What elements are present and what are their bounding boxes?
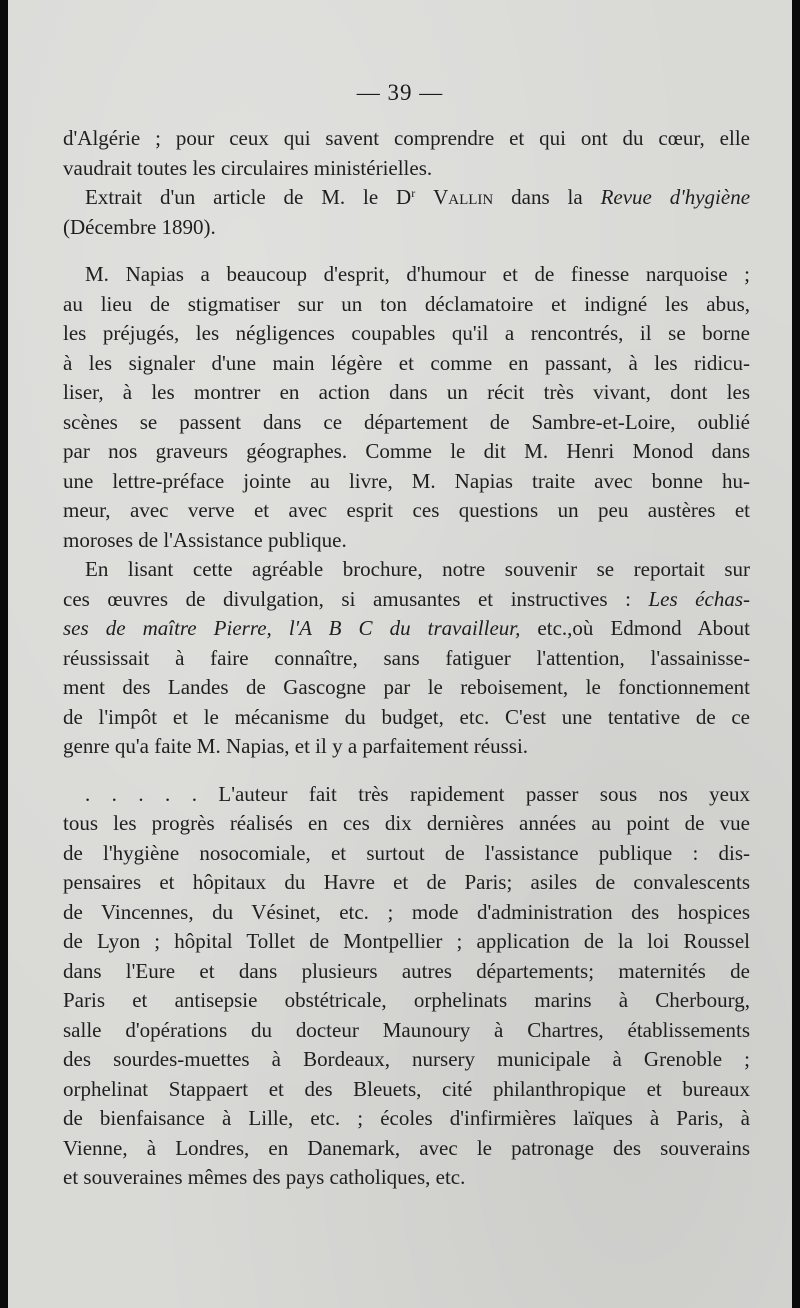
text-line: pensaires et hôpitaux du Havre et de Paris; asiles de convalescents bbox=[63, 870, 750, 894]
paragraph-1 bbox=[63, 124, 750, 183]
text-line: orphelinat Stappaert et des Bleuets, cité philanthropique et bureaux bbox=[63, 1076, 750, 1101]
journal-title: Revue d'hygiène bbox=[600, 185, 751, 209]
book-title: ses de maître Pierre, l'A B C du travailleur, bbox=[63, 616, 521, 640]
text-line: En lisant cette agréable brochure, notre souvenir se reportait sur bbox=[85, 557, 750, 581]
text-line: une lettre-préface jointe au livre, M. Napias traite avec bonne hu- bbox=[63, 468, 750, 493]
body-text bbox=[63, 124, 750, 1193]
paragraph-2 bbox=[63, 183, 750, 242]
paragraph-gap bbox=[63, 762, 750, 780]
text-line: de Lyon ; hôpital Tollet de Montpellier ; application de la loi Roussel bbox=[63, 929, 750, 953]
text-line: moroses de l'Assistance publique. bbox=[63, 527, 347, 552]
text-line: meur, avec verve et avec esprit ces questions un peu austères et bbox=[63, 498, 750, 522]
text-line: scènes se passent dans ce département de Sambre-et-Loire, oublié bbox=[63, 409, 750, 434]
text-line: de l'impôt et le mécanisme du budget, etc. C'est une tentative de ce bbox=[63, 704, 750, 729]
author-name: Vallin bbox=[433, 185, 494, 209]
text-line: liser, à les montrer en action dans un récit très vivant, dont les bbox=[63, 380, 750, 404]
paragraph-4 bbox=[63, 555, 750, 762]
text-line: dans l'Eure et dans plusieurs autres départements; maternités de bbox=[63, 958, 750, 983]
paragraph-5 bbox=[63, 780, 750, 1193]
citation-connector: dans la bbox=[493, 185, 601, 209]
text-fragment: etc.,où Edmond About bbox=[520, 616, 750, 640]
text-line: salle d'opérations du docteur Maunoury à Chartres, établissements bbox=[63, 1017, 750, 1042]
text-line: à les signaler d'une main légère et comme en passant, à les ridicu- bbox=[63, 350, 750, 375]
text-line: réussissait à faire connaître, sans fatiguer l'attention, l'assainisse- bbox=[63, 645, 750, 670]
text-line: tous les progrès réalisés en ces dix dernières années au point de vue bbox=[63, 811, 750, 835]
text-line bbox=[63, 614, 750, 644]
text-line: . . . . . L'auteur fait très rapidement passer sous nos yeux bbox=[85, 781, 750, 806]
text-line: (Décembre 1890). bbox=[63, 214, 216, 239]
text-line: ment des Landes de Gascogne par le reboisement, le fonctionnement bbox=[63, 675, 750, 699]
text-line: M. Napias a beaucoup d'esprit, d'humour et de finesse narquoise ; bbox=[85, 262, 750, 286]
text-line: les préjugés, les négligences coupables qu'il a rencontrés, il se borne bbox=[63, 321, 750, 345]
text-line: au lieu de stigmatiser sur un ton déclamatoire et indigné les abus, bbox=[63, 291, 750, 316]
text-line: par nos graveurs géographes. Comme le dit M. Henri Monod dans bbox=[63, 439, 750, 463]
text-line bbox=[63, 585, 750, 615]
text-line: vaudrait toutes les circulaires ministérielles. bbox=[63, 155, 433, 180]
citation-intro: Extrait d'un article de M. le D bbox=[85, 185, 412, 209]
page-number: — 39 — bbox=[356, 80, 444, 105]
superscript: r bbox=[411, 186, 416, 200]
paragraph-gap bbox=[63, 242, 750, 260]
text-line: d'Algérie ; pour ceux qui savent comprendre et qui ont du cœur, elle bbox=[63, 126, 750, 150]
paragraph-3 bbox=[63, 260, 750, 555]
text-line: et souveraines mêmes des pays catholiques, etc. bbox=[63, 1165, 466, 1189]
text-line: de Vincennes, du Vésinet, etc. ; mode d'administration des hospices bbox=[63, 899, 750, 924]
text-line: Vienne, à Londres, en Danemark, avec le patronage des souverains bbox=[63, 1135, 750, 1160]
text-line: genre qu'a faite M. Napias, et il y a parfaitement réussi. bbox=[63, 734, 529, 758]
text-fragment: ces œuvres de divulgation, si amusantes et instructives : bbox=[63, 586, 649, 611]
text-line: de bienfaisance à Lille, etc. ; écoles d'infirmières laïques à Paris, à bbox=[63, 1106, 750, 1130]
book-page bbox=[8, 0, 792, 1308]
text-line bbox=[63, 183, 750, 213]
text-line: de l'hygiène nosocomiale, et surtout de l'assistance publique : dis- bbox=[63, 840, 750, 865]
text-line: des sourdes-muettes à Bordeaux, nursery municipale à Grenoble ; bbox=[63, 1047, 750, 1071]
book-title: Les échas- bbox=[648, 586, 750, 611]
text-line: Paris et antisepsie obstétricale, orphelinats marins à Cherbourg, bbox=[63, 988, 750, 1012]
